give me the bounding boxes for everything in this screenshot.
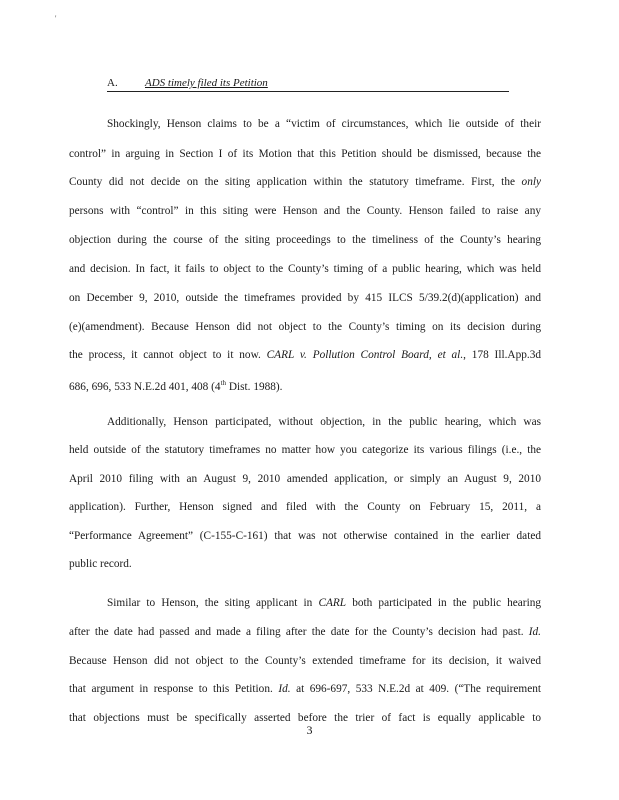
text-segment: held outside of the statutory timeframes no matter how you categorize its various filings (i.e., the: [69, 444, 541, 456]
text-line: [107, 415, 541, 429]
text-segment: at 696-697, 533 N.E.2d at 409. (“The requirement: [290, 683, 541, 695]
text-segment: that argument in response to this Petition.: [69, 683, 279, 695]
text-line: [69, 175, 541, 189]
text-segment: after the date had passed and made a filing after the date for the County’s decision had past.: [69, 626, 529, 638]
text-segment: objection during the course of the siting proceedings to the timeliness of the County’s hearing: [69, 234, 541, 246]
text-line: [69, 320, 541, 334]
text-segment: Dist. 1988).: [226, 380, 283, 393]
text-segment: April 2010 filing with an August 9, 2010 amended application, or simply an August 9, 2010: [69, 473, 541, 485]
text-segment: control” in arguing in Section I of its Motion that this Petition should be dismissed, because the: [69, 148, 541, 160]
text-segment: (e)(amendment). Because Henson did not object to the County’s timing on its decision during: [69, 321, 541, 333]
text-segment: the process, it cannot object to it now.: [69, 349, 267, 361]
text-line: [69, 233, 541, 247]
corner-mark: ': [55, 14, 57, 23]
text-segment: that objections must be specifically asserted before the trier of fact is equally applicable to: [69, 712, 541, 724]
text-line: [69, 472, 541, 486]
italic-text: only: [521, 176, 541, 188]
text-line: [69, 376, 541, 394]
text-line: [69, 147, 541, 161]
italic-text: Id.: [528, 626, 541, 638]
page-number: 3: [306, 723, 313, 737]
italic-text: CARL v. Pollution Control Board, et al.: [266, 349, 464, 361]
text-segment: “Performance Agreement” (C-155-C-161) that was not otherwise contained in the earlier dated: [69, 530, 541, 542]
text-segment: application). Further, Henson signed and filed with the County on February 15, 2011, a: [69, 501, 541, 513]
text-segment: both participated in the public hearing: [346, 597, 541, 609]
text-line: [69, 682, 541, 696]
text-segment: Shockingly, Henson claims to be a “victim of circumstances, which lie outside of their: [107, 118, 541, 130]
text-line: [69, 557, 541, 571]
text-segment: Additionally, Henson participated, without objection, in the public hearing, which was: [107, 416, 541, 428]
text-segment: 686, 696, 533 N.E.2d 401, 408 (4: [69, 380, 221, 393]
text-line: [69, 625, 541, 639]
text-line: [69, 348, 541, 362]
text-line: [69, 262, 541, 276]
italic-text: Id.: [278, 683, 291, 695]
text-segment: persons with “control” in this siting were Henson and the County. Henson failed to raise any: [69, 205, 541, 217]
text-segment: public record.: [69, 558, 132, 570]
section-number: A.: [107, 77, 118, 89]
text-line: [107, 117, 541, 131]
text-segment: on December 9, 2010, outside the timeframes provided by 415 ILCS 5/39.2(d)(application) and: [69, 292, 541, 304]
text-line: [69, 291, 541, 305]
text-segment: County did not decide on the siting application within the statutory timeframe. First, the: [69, 176, 522, 188]
section-heading: [107, 77, 509, 92]
text-line: [69, 500, 541, 514]
text-segment: and decision. In fact, it fails to object to the County’s timing of a public hearing, which was held: [69, 263, 541, 275]
text-line: [69, 529, 541, 543]
italic-text: CARL: [318, 597, 347, 609]
text-line: [69, 443, 541, 457]
text-segment: Similar to Henson, the siting applicant in: [107, 597, 319, 609]
text-segment: , 178 Ill.App.3d: [463, 349, 541, 361]
text-segment: Because Henson did not object to the County’s extended timeframe for its decision, it waived: [69, 655, 541, 667]
section-title: ADS timely filed its Petition: [145, 77, 268, 89]
text-line: [69, 204, 541, 218]
text-line: [69, 654, 541, 668]
superscript: th: [220, 379, 227, 387]
text-line: [107, 596, 541, 610]
